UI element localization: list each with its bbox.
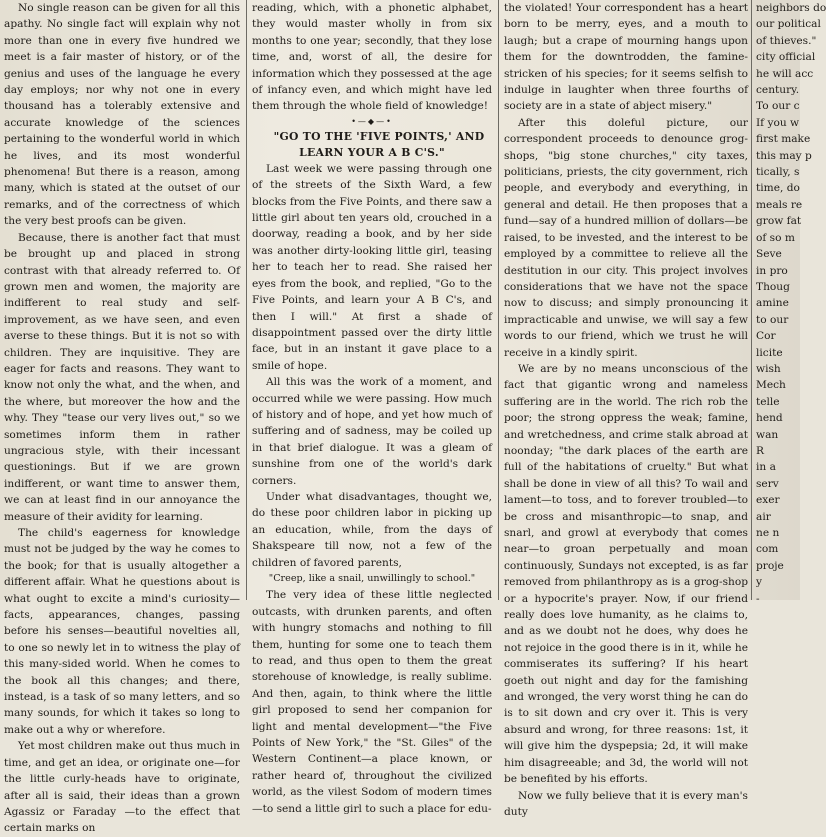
text-fragment: hend [756,412,783,425]
paragraph: The child's eagerness for knowledge must not be judged by the way he comes to the book; for that is usually altogether a different affair. What he questions about is what ought to excite a mind's curiosity—facts, appearances, changes, passing before his senses—beautiful novelties all, to one so newly let in to witness the play of this many-sided world. When he comes to the book all this changes; and there, instead, is a task of so many letters, and so many sounds, for which it takes so long to make out a why or wherefore. [4,527,240,736]
text-fragment: If you w [756,116,800,129]
text-fragment: city official [756,51,816,64]
paragraph: No single reason can be given for all this apathy. No single fact will explain why not more than one in every five hundred we meet is a fair master of history, or of the genius and uses of the language he every day employs; nor why not one in every thousand has a tolerably extensive and accurate knowledge of the sciences pertaining to the wonderful world in which he lives, and its most wonderful phenomena! But there is a reason, among many, which is stated at the outset of our remarks, and of the correctness of which the very best proofs can be given. [4,2,240,228]
paragraph: After this doleful picture, our correspondent proceeds to denounce grog-shops, "big stone churches," city taxes, politicians, priests, the city government, rich people, and everybody and everything, in general and detail. He then proposes that a fund—say of a hundred million of dollars—be raised, to be invested, and the interest to be employed by a committee to relieve all the destitution in our city. This project involves considerations that we have not the space now to discuss; and simply pronouncing it impracticable and unwise, we will say a few words to our friend, which we trust he will receive in a kindly spirit. [504,116,748,359]
column-rule [751,0,752,600]
text-fragment: Mech [756,379,786,392]
text-fragment: neighbors do [756,2,826,14]
paragraph: the violated! Your correspondent has a heart born to be merry, eyes, and a mouth to laugh; but a crape of mourning hangs upon them for the downtrodden, the famine-stricken of his species; for it seems selfish to indulge in laughter when three fourths of society are in a state of abject misery." [504,2,748,113]
text-fragment: he will acc [756,67,814,80]
text-fragment: licite [756,346,783,359]
text-fragment: in a [756,461,776,474]
text-fragment: exer [756,494,780,507]
paragraph: Yet most children make out thus much in time, and get an idea, or originate one—for the little curly-heads have to originate, after all is said, their ideas than a grown Agassiz or Faraday —to the effect that certain marks on [4,740,240,835]
text-fragment: first make [756,133,811,146]
text-fragment: grow fat [756,215,802,228]
text-fragment: century. [756,84,800,97]
paragraph: Now we fully believe that it is every man's duty [504,789,748,818]
text-fragment: - [756,592,760,605]
text-fragment: of so m [756,231,795,244]
text-fragment: meals re [756,198,803,211]
text-fragment: R [756,444,764,457]
article-heading: "GO TO THE 'FIVE POINTS,' AND LEARN YOUR A B C'S." [273,129,485,159]
text-fragment: this may p [756,149,812,162]
text-fragment: To our c [756,100,800,113]
column-2 [252,0,492,815]
text-fragment: Thoug [756,280,790,293]
text-fragment: serv [756,477,779,490]
paragraph: Because, there is another fact that must be brought up and placed in strong contrast with that already referred to. Of grown men and women, the majority are indifferent to real study and self-improvement, as we have seen, and even averse to these things. But it is not so with children. They are inquisitive. They are eager for facts and reasons. They want to know not only the what, and the when, and the where, but moreover the how and the why. They "tease our very lives out," so we sometimes inform them in rather ungracious style, with their incessant questionings. But if we are grown indifferent, or want time to answer them, we can at least find in our annoyance the measure of their avidity for learning. [4,231,240,523]
text-fragment: amine [756,297,789,310]
text-fragment: proje [756,559,784,572]
text-fragment: com [756,543,779,556]
text-fragment: tically, s [756,166,800,179]
paragraph: The very idea of these little neglected outcasts, with drunken parents, and often with hungry stomachs and nothing to fill them, hunting for some one to teach them to read, and thus open to them the great storehouse of knowledge, is really sublime. And then, again, to think where the little girl proposed to send her companion for light and mental development—"the Five Points of New York," the "St. Giles" of the Western Continent—a place known, or rather heard of, throughout the civilized world, as the vilest Sodom of modern times—to send a little girl to such a place for edu- [252,589,492,815]
column-1 [4,0,240,835]
paragraph: We are by no means unconscious of the fact that gigantic wrong and nameless suffering are in the world. The rich rob the poor; the strong oppress the weak; famine, and wretchedness, and crime stalk abroad at noonday; "the dark places of the earth are full of the habitations of cruelty." But what shall be done in view of all this? To wail and lament—to toss, and to forever troubled—to be cross and misanthropic—to snap, and snarl, and growl at everybody that comes near—to groan perpetually and moan continuously, Sundays not excepted, is as far removed from philanthropy as is a grog-shop or a hypocrite's prayer. Now, if our friend really does love humanity, as he claims to, and as we doubt not he does, why does he not rejoice in the good there is in it, while he commiserates its suffering? If his heart goeth out night and day for the famishing and wronged, the very worst thing he can do is to sit down and cry over it. This is very absurd and wrong, for three reasons: 1st, it will give him the dyspepsia; 2d, it will make him disagreeable; and 3d, the world will not be benefited by his efforts. [504,362,748,786]
text-fragment: Cor [756,330,776,343]
block-quote: "Creep, like a snail, unwillingly to school." [268,573,476,584]
paragraph: All this was the work of a moment, and occurred while we were passing. How much of history and of hope, and yet how much of suffering and of sadness, may be coiled up in that brief dialogue. It was a gleam of sunshine from one of the world's dark corners. [252,376,492,487]
column-4-partial [756,0,826,605]
text-fragment: air [756,510,771,523]
paragraph: Under what disadvantages, thought we, do these poor children labor in picking up an education, while, from the days of Shakspeare till now, not a few of the children of favored parents, [252,490,492,569]
paragraph: reading, which, with a phonetic alphabet, they would master wholly in from six months to one year; secondly, that they lose time, and, worst of all, the desire for information which they possessed at the age of infancy even, and which might have led them through the whole field of knowledge! [252,2,492,113]
paragraph: Last week we were passing through one of the streets of the Sixth Ward, a few blocks from the Five Points, and there saw a little girl about ten years old, crouched in a doorway, reading a book, and by her side was another dirty-looking little girl, teasing her to teach her to read. She raised her eyes from the book, and replied, "Go to the Five Points, and learn your A B C's, and then I will." At first a shade of disappointment passed over the dirty little face, but in an instant it gave place to a smile of hope. [252,162,492,372]
text-fragment: wish [756,362,781,375]
text-fragment: our political [756,18,821,31]
column-rule [498,0,499,600]
text-fragment: to our [756,313,789,326]
text-fragment: in pro [756,264,788,277]
text-fragment: time, do [756,182,800,195]
text-fragment: telle [756,395,780,408]
text-fragment: ne n [756,527,780,539]
section-ornament: •—◆—• [351,116,393,126]
text-fragment: Seve [756,248,782,261]
text-fragment: of thieves." [756,34,817,47]
column-rule [246,0,247,600]
text-fragment: y [756,576,762,589]
column-3 [504,0,748,818]
text-fragment: wan [756,428,779,441]
